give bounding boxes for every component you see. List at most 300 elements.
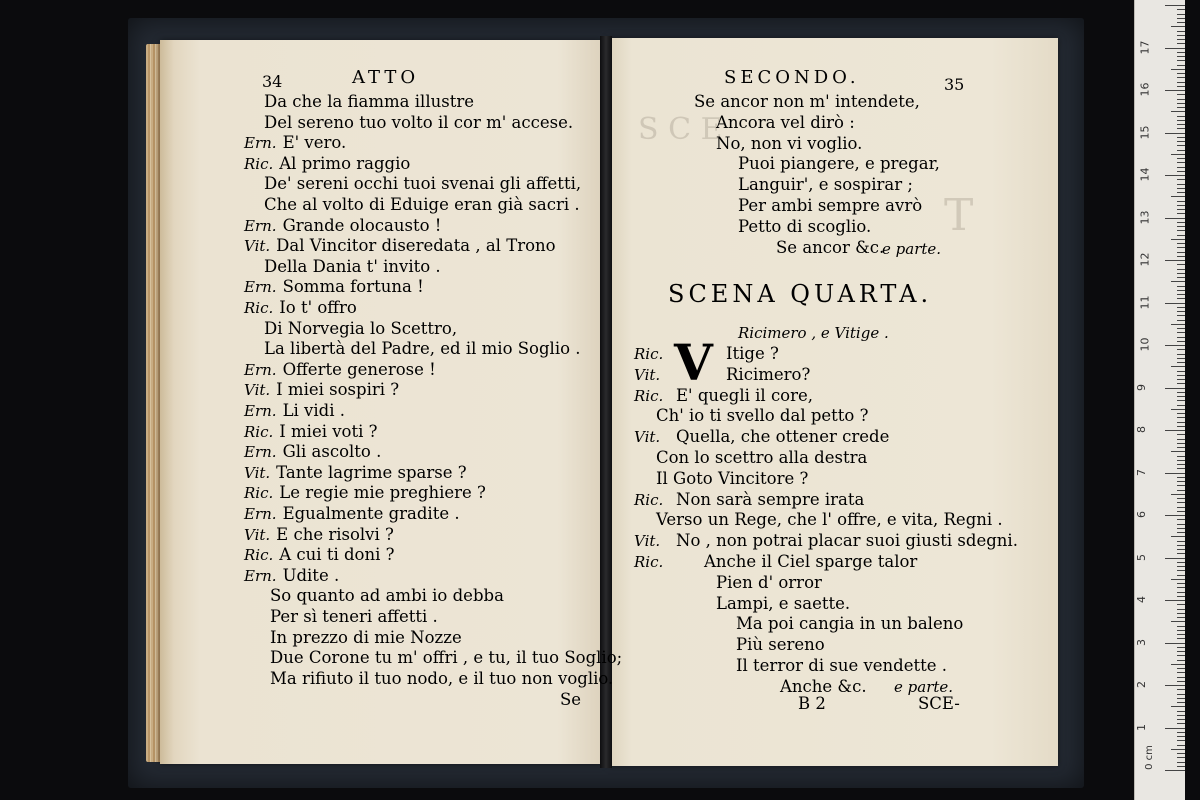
ruler-tick	[1177, 103, 1185, 104]
ruler-tick	[1165, 643, 1185, 644]
ruler-tick	[1177, 426, 1185, 427]
ruler-tick	[1177, 298, 1185, 299]
dialogue-text: Pien d' orror	[716, 572, 822, 592]
ruler-tick	[1177, 634, 1185, 635]
ruler-tick	[1177, 745, 1185, 746]
verse-text: E' vero.	[282, 133, 347, 153]
verse-text: So quanto ad ambi io debba	[270, 586, 504, 606]
ruler-tick	[1177, 566, 1185, 567]
ruler-tick	[1177, 158, 1185, 159]
verse-line	[244, 277, 424, 297]
exit-stage-direction-2: e parte.	[894, 678, 954, 696]
verse-text: Egualmente gradite .	[282, 504, 460, 523]
speaker-label: Ern.	[244, 402, 277, 420]
speaker-label: Vit.	[244, 463, 271, 482]
ruler-number: 8	[1135, 426, 1148, 433]
verse-text: Le regie mie preghiere ?	[279, 483, 486, 503]
ruler-number: 17	[1138, 40, 1152, 54]
aria-line: Se ancor non m' intendete,	[694, 92, 920, 111]
show-through-mark: T	[944, 190, 974, 241]
verse-line	[244, 401, 345, 421]
verse-line	[244, 298, 357, 318]
verse-line	[244, 545, 394, 565]
ruler-tick	[1165, 260, 1185, 261]
ruler-tick	[1177, 498, 1185, 499]
ruler-tick	[1177, 613, 1185, 614]
ruler-tick	[1177, 77, 1185, 78]
ruler-tick	[1177, 439, 1185, 440]
ruler-tick	[1177, 528, 1185, 529]
ruler-number: 15	[1138, 125, 1152, 139]
ruler-tick	[1177, 213, 1185, 214]
verse-line	[244, 154, 410, 174]
verse-text: Udite .	[282, 565, 340, 585]
ruler-number: 2	[1135, 681, 1148, 688]
speaker-label: Ern.	[244, 216, 277, 235]
speaker-label: Ern.	[244, 360, 277, 379]
ruler-tick	[1165, 558, 1185, 559]
ruler-tick	[1177, 677, 1185, 678]
verse-text: A cui ti doni ?	[279, 545, 395, 565]
ruler-tick	[1177, 392, 1185, 393]
verse-line	[264, 92, 474, 112]
right-running-head: SECONDO.	[724, 67, 860, 88]
verse-text: Tante lagrime sparse ?	[276, 462, 467, 482]
ruler-tick	[1165, 770, 1185, 771]
verse-line	[244, 236, 556, 256]
exit-stage-direction: e parte.	[882, 240, 942, 258]
ruler-tick	[1177, 490, 1185, 491]
speaker-label: Ric.	[244, 422, 274, 441]
ruler-tick	[1177, 328, 1185, 329]
ruler-tick	[1177, 715, 1185, 716]
ruler-tick	[1177, 655, 1185, 656]
verse-line	[264, 113, 573, 133]
dialogue-text: Con lo scettro alla destra	[656, 448, 868, 467]
right-catchword: SCE-	[918, 694, 960, 713]
verse-text: Grande olocausto !	[282, 215, 442, 235]
ruler-tick	[1177, 698, 1185, 699]
ruler-tick	[1177, 507, 1185, 508]
verse-line	[244, 525, 394, 545]
ruler-tick	[1177, 116, 1185, 117]
ruler-number: 6	[1135, 511, 1148, 518]
ruler-number: 11	[1138, 295, 1152, 309]
ruler-number: 4	[1135, 596, 1148, 603]
speaker-label: Ric.	[244, 299, 274, 317]
ruler-number: 14	[1138, 167, 1152, 182]
ruler-tick	[1171, 281, 1185, 282]
verse-line	[270, 586, 504, 606]
ruler-tick	[1177, 524, 1185, 525]
ruler-tick	[1177, 145, 1185, 146]
ruler-tick	[1177, 43, 1185, 44]
ruler-tick	[1177, 375, 1185, 376]
verse-text: Del sereno tuo volto il cor m' accese.	[264, 112, 574, 132]
ruler-tick	[1177, 39, 1185, 40]
ruler-tick	[1177, 286, 1185, 287]
ruler-tick	[1177, 124, 1185, 125]
verse-line	[244, 133, 346, 153]
ruler-tick	[1171, 451, 1185, 452]
ruler-tick	[1177, 294, 1185, 295]
verse-line	[244, 360, 436, 380]
ruler-tick	[1177, 519, 1185, 520]
ruler-tick	[1177, 502, 1185, 503]
ruler-tick	[1171, 494, 1185, 495]
ruler-tick	[1177, 434, 1185, 435]
verse-line	[270, 648, 622, 668]
ruler-tick	[1177, 753, 1185, 754]
ruler-tick	[1177, 167, 1185, 168]
ruler-tick	[1177, 141, 1185, 142]
ruler-tick	[1177, 226, 1185, 227]
ruler-tick	[1177, 31, 1185, 32]
dialogue-text: E' quegli il core,	[676, 385, 814, 405]
verse-line	[264, 339, 581, 359]
measurement-ruler	[1134, 0, 1185, 800]
ruler-tick	[1177, 562, 1185, 563]
dialogue-text: Anche il Ciel sparge talor	[704, 552, 918, 571]
ruler-tick	[1177, 252, 1185, 253]
ruler-tick	[1165, 430, 1185, 431]
ruler-tick	[1177, 243, 1185, 244]
dialogue-text: Più sereno	[736, 635, 825, 655]
speaker-label: Ern.	[244, 134, 277, 153]
verse-line	[244, 380, 399, 400]
ruler-tick	[1171, 409, 1185, 410]
ruler-tick	[1177, 583, 1185, 584]
speaker-label: Ern.	[244, 505, 277, 523]
ruler-tick	[1177, 86, 1185, 87]
ruler-tick	[1177, 120, 1185, 121]
ruler-tick	[1177, 247, 1185, 248]
verse-text: Due Corone tu m' offri , e tu, il tuo Soglio;	[270, 648, 623, 668]
verse-line	[244, 504, 460, 524]
speaker-label: Ric.	[244, 484, 274, 503]
verse-text: I miei sospiri ?	[276, 380, 400, 400]
ruler-tick	[1171, 239, 1185, 240]
verse-text: In prezzo di mie Nozze	[270, 627, 462, 647]
speaker-label: Ric.	[634, 553, 664, 571]
ruler-tick	[1177, 94, 1185, 95]
ruler-tick	[1177, 341, 1185, 342]
dialogue-text: Itige ?	[726, 344, 779, 363]
ruler-number: 1	[1135, 723, 1148, 731]
ruler-tick	[1177, 383, 1185, 384]
verse-line	[270, 669, 613, 689]
ruler-tick	[1177, 460, 1185, 461]
ruler-tick	[1177, 14, 1185, 15]
dialogue-text: Verso un Rege, che l' offre, e vita, Regni .	[656, 510, 1003, 530]
right-page-number: 35	[944, 75, 965, 94]
verse-text: Offerte generose !	[282, 359, 436, 379]
ruler-tick	[1177, 596, 1185, 597]
ruler-tick	[1177, 609, 1185, 610]
ruler-tick	[1165, 515, 1185, 516]
ruler-tick	[1177, 349, 1185, 350]
verse-line	[244, 463, 467, 483]
ruler-tick	[1171, 196, 1185, 197]
verse-line	[244, 483, 486, 503]
verse-text: Ma rifiuto il tuo nodo, e il tuo non voglio.	[270, 668, 614, 688]
ruler-tick	[1177, 307, 1185, 308]
ruler-tick	[1177, 532, 1185, 533]
ruler-tick	[1177, 617, 1185, 618]
ruler-tick	[1171, 154, 1185, 155]
ruler-tick	[1177, 740, 1185, 741]
ruler-tick	[1177, 575, 1185, 576]
ruler-tick	[1177, 477, 1185, 478]
ruler-tick	[1165, 388, 1185, 389]
ruler-tick	[1177, 732, 1185, 733]
ruler-tick	[1177, 545, 1185, 546]
speaker-label: Vit.	[634, 365, 661, 384]
ruler-tick	[1171, 579, 1185, 580]
ruler-tick	[1165, 303, 1185, 304]
verse-line	[244, 442, 381, 462]
ruler-tick	[1171, 706, 1185, 707]
left-catchword: Se	[560, 690, 582, 709]
signature-mark: B 2	[798, 694, 826, 713]
ruler-tick	[1177, 315, 1185, 316]
ruler-tick	[1177, 689, 1185, 690]
scene-title: SCENA QUARTA.	[668, 280, 933, 308]
ruler-tick	[1177, 694, 1185, 695]
ruler-tick	[1177, 150, 1185, 151]
verse-line	[264, 257, 441, 277]
ruler-tick	[1177, 413, 1185, 414]
ruler-tick	[1177, 82, 1185, 83]
ruler-tick	[1171, 324, 1185, 325]
ruler-tick	[1177, 456, 1185, 457]
ruler-number: 10	[1138, 337, 1152, 352]
dialogue-text: Anche &c.	[780, 676, 867, 696]
ruler-tick	[1177, 107, 1185, 108]
ruler-tick	[1177, 337, 1185, 338]
ruler-tick	[1177, 417, 1185, 418]
ruler-tick	[1177, 396, 1185, 397]
ruler-tick	[1177, 9, 1185, 10]
ruler-number: 3	[1135, 638, 1148, 646]
dialogue-text: Il terror di sue vendette .	[736, 656, 948, 675]
aria-line: Languir', e sospirar ;	[738, 175, 913, 195]
speaker-label: Ern.	[244, 443, 277, 462]
ruler-tick	[1177, 73, 1185, 74]
ruler-tick	[1171, 69, 1185, 70]
ruler-tick	[1177, 464, 1185, 465]
ruler-tick	[1177, 660, 1185, 661]
ruler-tick	[1177, 137, 1185, 138]
ruler-tick	[1177, 570, 1185, 571]
ruler-tick	[1177, 379, 1185, 380]
aria-line: Se ancor &c.	[776, 237, 885, 257]
verse-text: Li vidi .	[282, 401, 345, 420]
ruler-number: 16	[1138, 82, 1152, 97]
ruler-number: 12	[1138, 252, 1152, 267]
dialogue-text: Non sarà sempre irata	[676, 489, 865, 509]
ruler-tick	[1165, 345, 1185, 346]
ruler-tick	[1177, 277, 1185, 278]
ruler-tick	[1177, 18, 1185, 19]
ruler-tick	[1171, 111, 1185, 112]
ruler-tick	[1165, 728, 1185, 729]
ruler-number: 7	[1135, 468, 1148, 476]
dialogue-text: Ma poi cangia in un baleno	[736, 614, 964, 634]
ruler-tick	[1177, 447, 1185, 448]
ruler-tick	[1177, 60, 1185, 61]
ruler-tick	[1177, 702, 1185, 703]
drop-capital: V	[674, 333, 713, 392]
speaker-label: Ric.	[634, 386, 664, 405]
ruler-tick	[1165, 133, 1185, 134]
speaker-label: Ric.	[634, 490, 664, 509]
verse-text: La libertà del Padre, ed il mio Soglio .	[264, 339, 581, 359]
ruler-tick	[1177, 235, 1185, 236]
verse-line	[264, 319, 457, 339]
scene-characters: Ricimero , e Vitige .	[738, 324, 889, 342]
ruler-tick	[1177, 332, 1185, 333]
ruler-tick	[1177, 192, 1185, 193]
ruler-tick	[1177, 468, 1185, 469]
ruler-number: 5	[1135, 553, 1148, 561]
verse-text: Gli ascolto .	[282, 442, 382, 462]
ruler-tick	[1177, 757, 1185, 758]
speaker-label: Vit.	[244, 525, 271, 544]
speaker-label: Ric.	[244, 154, 274, 173]
ruler-tick	[1177, 485, 1185, 486]
ruler-tick	[1177, 481, 1185, 482]
aria-line: No, non vi voglio.	[716, 133, 863, 153]
ruler-tick	[1165, 685, 1185, 686]
verse-text: Che al volto di Eduige eran già sacri .	[264, 195, 580, 214]
ruler-tick	[1177, 736, 1185, 737]
ruler-tick	[1165, 218, 1185, 219]
ruler-tick	[1165, 5, 1185, 6]
ruler-tick	[1177, 56, 1185, 57]
ruler-tick	[1177, 638, 1185, 639]
ruler-tick	[1177, 188, 1185, 189]
ruler-tick	[1177, 269, 1185, 270]
ruler-tick	[1177, 592, 1185, 593]
ruler-tick	[1177, 171, 1185, 172]
ruler-tick	[1177, 128, 1185, 129]
aria-line: Ancora vel dirò :	[716, 112, 855, 132]
speaker-label: Vit.	[244, 237, 271, 256]
verse-line	[270, 628, 462, 648]
left-running-head: ATTO	[352, 67, 420, 88]
ruler-tick	[1165, 175, 1185, 176]
dialogue-text: No , non potrai placar suoi giusti sdegni.	[676, 531, 1018, 551]
ruler-tick	[1177, 22, 1185, 23]
ruler-tick	[1177, 99, 1185, 100]
ruler-tick	[1171, 621, 1185, 622]
ruler-tick	[1177, 358, 1185, 359]
ruler-tick	[1165, 473, 1185, 474]
speaker-label: Ern.	[244, 278, 277, 297]
dialogue-text: Quella, che ottener crede	[676, 427, 890, 447]
verse-text: I miei voti ?	[279, 421, 378, 441]
verse-line	[244, 216, 441, 236]
verse-text: Io t' offro	[279, 298, 357, 317]
ruler-tick	[1177, 230, 1185, 231]
ruler-tick	[1177, 762, 1185, 763]
speaker-label: Vit.	[244, 381, 271, 400]
ruler-tick	[1171, 664, 1185, 665]
ruler-tick	[1177, 65, 1185, 66]
dialogue-text: Il Goto Vincitore ?	[656, 468, 809, 488]
ruler-tick	[1177, 511, 1185, 512]
ruler-tick	[1177, 222, 1185, 223]
ruler-tick	[1177, 553, 1185, 554]
ruler-tick	[1177, 162, 1185, 163]
ruler-number: 13	[1138, 210, 1152, 224]
ruler-tick	[1171, 366, 1185, 367]
ruler-number: 9	[1135, 383, 1148, 391]
ruler-tick	[1177, 273, 1185, 274]
ruler-tick	[1177, 587, 1185, 588]
ruler-tick	[1171, 749, 1185, 750]
ruler-tick	[1177, 766, 1185, 767]
verse-text: Di Norvegia lo Scettro,	[264, 318, 458, 338]
ruler-tick	[1177, 290, 1185, 291]
dialogue-text: Lampi, e saette.	[716, 593, 851, 613]
ruler-tick	[1177, 371, 1185, 372]
verse-text: Da che la fiamma illustre	[264, 92, 474, 111]
ruler-tick	[1177, 549, 1185, 550]
ruler-tick	[1177, 400, 1185, 401]
verse-line	[264, 174, 581, 194]
verse-text: E che risolvi ?	[276, 524, 394, 544]
dialogue-text: Ch' io ti svello dal petto ?	[656, 406, 869, 426]
ruler-tick	[1177, 52, 1185, 53]
verse-text: Al primo raggio	[279, 153, 411, 173]
verse-line	[264, 195, 580, 215]
ruler-tick	[1177, 205, 1185, 206]
verse-text: Somma fortuna !	[282, 277, 424, 297]
show-through-mark: S C E	[638, 112, 723, 147]
dialogue-text: Ricimero?	[726, 364, 811, 384]
speaker-label: Vit.	[634, 532, 661, 551]
ruler-tick	[1177, 320, 1185, 321]
speaker-label: Ric.	[634, 345, 664, 363]
verse-line	[270, 607, 438, 627]
ruler-tick	[1177, 354, 1185, 355]
ruler-tick	[1177, 672, 1185, 673]
speaker-label: Vit.	[634, 428, 661, 447]
aria-line: Petto di scoglio.	[738, 216, 872, 236]
ruler-tick	[1177, 256, 1185, 257]
ruler-tick	[1165, 48, 1185, 49]
ruler-tick	[1177, 647, 1185, 648]
verse-text: Per sì teneri affetti .	[270, 607, 438, 626]
ruler-tick	[1165, 90, 1185, 91]
ruler-tick	[1177, 209, 1185, 210]
ruler-tick	[1177, 362, 1185, 363]
ruler-tick	[1177, 668, 1185, 669]
ruler-unit: 0 cm	[1143, 745, 1155, 770]
aria-line: Puoi piangere, e pregar,	[738, 154, 940, 174]
aria-line: Per ambi sempre avrò	[738, 196, 923, 215]
ruler-tick	[1177, 651, 1185, 652]
ruler-tick	[1177, 311, 1185, 312]
verse-line	[244, 422, 378, 442]
ruler-tick	[1177, 422, 1185, 423]
ruler-tick	[1171, 536, 1185, 537]
speaker-label: Ern.	[244, 566, 277, 585]
ruler-tick	[1171, 26, 1185, 27]
ruler-tick	[1177, 604, 1185, 605]
